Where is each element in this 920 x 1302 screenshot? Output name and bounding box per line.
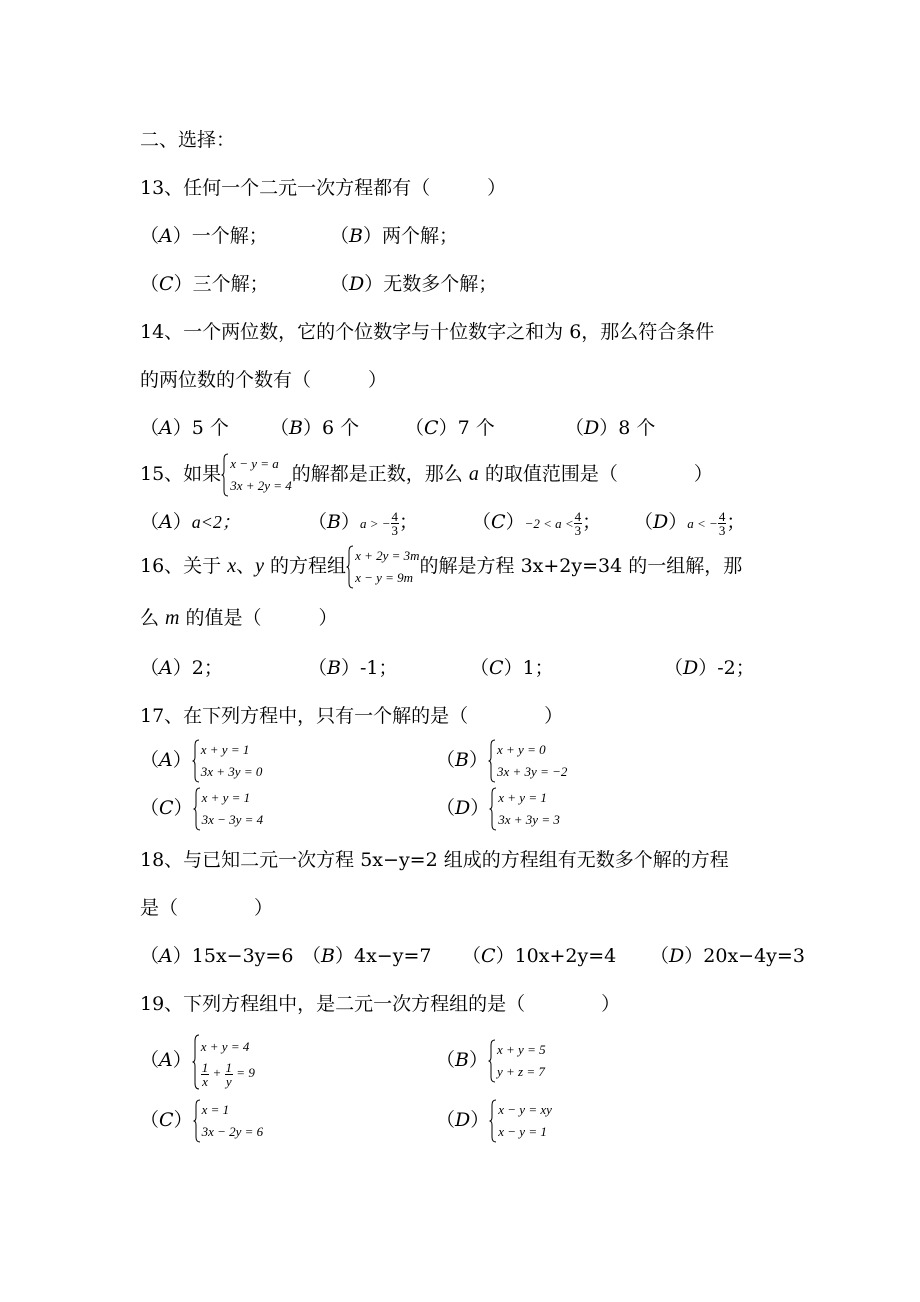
q14-option-a: （A）5 个 [140, 417, 229, 439]
q19-option-a: （A） x + y = 4 $\frac{1}{x}$ + $\frac{1}{y}$ = 9 [140, 1030, 255, 1090]
q15-option-b: （B）a > − $\frac{4}{3}$ ； [308, 508, 419, 538]
brace-icon [192, 739, 200, 783]
q15-option-a: （A）a<2； [140, 511, 240, 533]
q16-stem-line2: 么 m 的值是（ ） [140, 607, 338, 629]
q17-option-b: （B） x + y = 0 3x + 3y = −2 [436, 738, 567, 783]
q13-option-b: （B）两个解； [330, 225, 459, 247]
q13-stem: 13、任何一个二元一次方程都有（ ） [140, 177, 507, 199]
q16-option-c: （C）1； [470, 657, 554, 679]
brace-icon [346, 545, 354, 589]
brace-icon [489, 1099, 497, 1143]
q13-option-d: （D）无数多个解； [330, 273, 498, 295]
brace-icon [221, 453, 229, 497]
q18-stem-line1: 18、与已知二元一次方程 5x−y=2 组成的方程组有无数多个解的方程 [140, 849, 729, 871]
q14-stem-line2: 的两位数的个数有（ ） [140, 369, 388, 391]
q15-option-d: （D）a < − $\frac{4}{3}$ ； [634, 508, 746, 538]
q17-option-d: （D） x + y = 1 3x + 3y = 3 [436, 786, 560, 831]
brace-icon [193, 1099, 201, 1143]
q13-option-a: （A）一个解； [140, 225, 268, 247]
q16-option-d: （D）-2； [664, 657, 755, 679]
brace-icon [488, 739, 496, 783]
q14-option-c: （C）7 个 [405, 417, 495, 439]
q19-option-c: （C） x = 1 3x − 2y = 6 [140, 1098, 263, 1143]
q17-option-a: （A） x + y = 1 3x + 3y = 0 [140, 738, 262, 783]
q16-equation-system: x + 2y = 3m x − y = 9m [346, 545, 419, 589]
q14-option-b: （B）6 个 [270, 417, 360, 439]
q14-option-d: （D）8 个 [565, 417, 656, 439]
q13-option-c: （C）三个解； [140, 273, 269, 295]
q18-option-c: （C）10x+2y=4 [462, 945, 617, 967]
q18-option-d: （D）20x−4y=3 [650, 945, 805, 967]
brace-icon [489, 787, 497, 831]
section-title: 二、选择： [140, 129, 236, 151]
q16-stem-line1: 16、关于 x、y 的方程组 x + 2y = 3m x − y = 9m 的解是方程 3x+2y=34 的一组解，那 [140, 544, 742, 589]
q16-option-b: （B）-1； [308, 657, 398, 679]
q17-stem: 17、在下列方程中，只有一个解的是（ ） [140, 705, 564, 727]
q18-option-a: （A）15x−3y=6 [140, 945, 294, 967]
q15-stem: 15、如果 x − y = a 3x + 2y = 4 的解都是正数，那么 a 的取值范围是（ ） [140, 452, 713, 497]
q18-option-b: （B）4x−y=7 [302, 945, 432, 967]
q16-option-a: （A）2； [140, 657, 223, 679]
brace-icon [193, 787, 201, 831]
brace-icon [488, 1039, 496, 1083]
q15-option-c: （C）−2 < a < $\frac{4}{3}$ ； [472, 508, 602, 538]
q17-option-c: （C） x + y = 1 3x − 3y = 4 [140, 786, 263, 831]
q19-stem: 19、下列方程组中，是二元一次方程组的是（ ） [140, 993, 621, 1015]
q15-equation-system: x − y = a 3x + 2y = 4 [221, 453, 292, 497]
brace-icon [192, 1034, 200, 1090]
q19-option-d: （D） x − y = xy x − y = 1 [436, 1098, 552, 1143]
q18-stem-line2: 是（ ） [140, 897, 274, 919]
q14-stem-line1: 14、一个两位数，它的个位数字与十位数字之和为 6，那么符合条件 [140, 321, 715, 343]
q19-option-b: （B） x + y = 5 y + z = 7 [436, 1038, 546, 1083]
